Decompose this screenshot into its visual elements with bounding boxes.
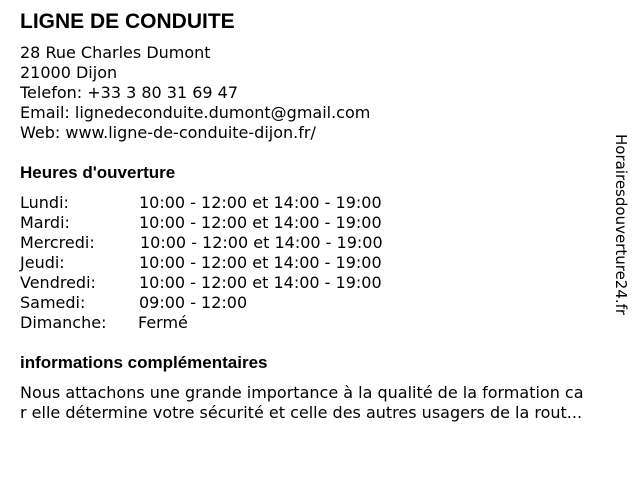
contact-block [20, 43, 370, 143]
day-label: Dimanche: [20, 313, 107, 332]
day-label: Jeudi: [20, 253, 65, 272]
hours-row-samedi [20, 293, 440, 313]
info-text-line: r elle détermine votre sécurité et celle des autres usagers de la rout... [20, 403, 583, 422]
hours-row-lundi [20, 193, 440, 213]
hours-row-mardi [20, 213, 440, 233]
additional-info-text [20, 383, 632, 423]
opening-hours-table [20, 193, 440, 333]
hours-row-vendredi [20, 273, 440, 293]
hours-row-mercredi [20, 233, 440, 253]
time-value: 09:00 - 12:00 [139, 293, 248, 312]
address-city: 21000 Dijon [20, 63, 118, 82]
hours-row-dimanche [20, 313, 440, 333]
day-label: Vendredi: [20, 273, 96, 292]
business-name: LIGNE DE CONDUITE [20, 10, 235, 33]
day-label: Lundi: [20, 193, 69, 212]
time-value: 10:00 - 12:00 et 14:00 - 19:00 [139, 253, 382, 272]
address-street: 28 Rue Charles Dumont [20, 43, 211, 62]
phone-number[interactable]: Telefon: +33 3 80 31 69 47 [20, 83, 239, 102]
email-address[interactable]: Email: lignedeconduite.dumont@gmail.com [20, 103, 371, 122]
day-label: Samedi: [20, 293, 86, 312]
info-text-line: Nous attachons une grande importance à la qualité de la formation ca [20, 383, 584, 402]
site-brand-vertical: Horairesdouverture24.fr [612, 134, 630, 316]
time-value: Fermé [138, 313, 188, 332]
day-label: Mardi: [20, 213, 70, 232]
website-url[interactable]: Web: www.ligne-de-conduite-dijon.fr/ [20, 123, 316, 142]
hours-row-jeudi [20, 253, 440, 273]
time-value: 10:00 - 12:00 et 14:00 - 19:00 [140, 233, 383, 252]
day-label: Mercredi: [20, 233, 95, 252]
time-value: 10:00 - 12:00 et 14:00 - 19:00 [139, 213, 382, 232]
opening-hours-heading: Heures d'ouverture [20, 163, 176, 182]
additional-info-heading: informations complémentaires [20, 353, 268, 372]
time-value: 10:00 - 12:00 et 14:00 - 19:00 [139, 193, 382, 212]
time-value: 10:00 - 12:00 et 14:00 - 19:00 [139, 273, 382, 292]
